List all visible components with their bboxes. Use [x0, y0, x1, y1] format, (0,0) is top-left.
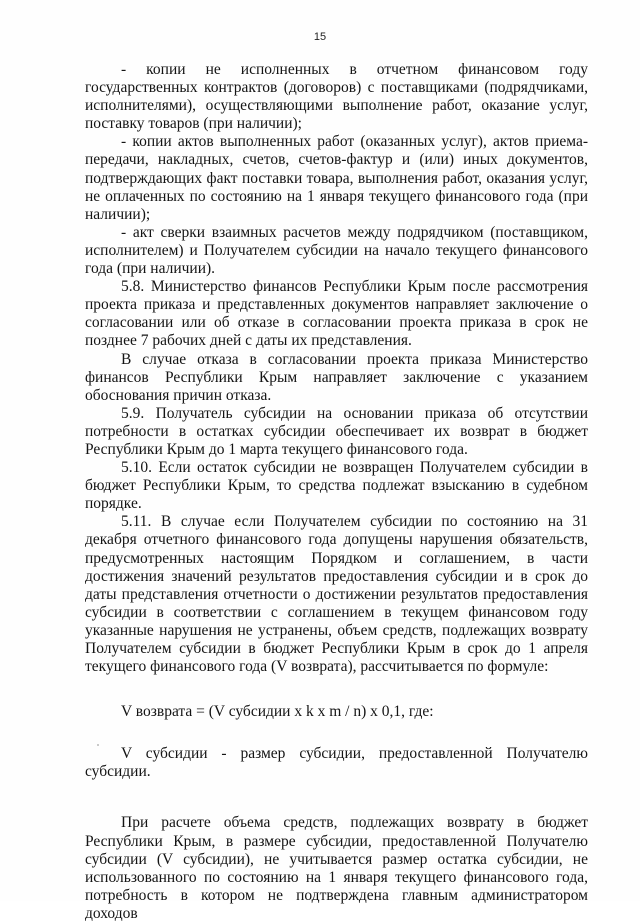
scan-speck — [97, 744, 99, 746]
paragraph-clause-5-8: 5.8. Министерство финансов Республики Крым после рассмотрения проекта приказа и представленных документов направляет заключение о согласовании или об отказе в согласовании проекта приказа в срок не позднее 7 рабочих дней с даты их представления. — [85, 278, 588, 350]
paragraph-refusal: В случае отказа в согласовании проекта приказа Министерство финансов Республики Крым направляет заключение с указанием обоснования причин отказа. — [85, 350, 588, 404]
paragraph-clause-5-11: 5.11. В случае если Получателем субсидии по состоянию на 31 декабря отчетного финансового года допущены нарушения обязательств, предусмотренных настоящим Порядком и соглашением, в части достижения значений результатов предоставления субсидии и в срок до даты представления отчетности о достижении результатов предоставления субсидии в соответствии с соглашением в текущем финансовом году указанные нарушения не устранены, объем средств, подлежащих возврату Получателем субсидии в бюджет Республики Крым в срок до 1 апреля текущего финансового года (V возврата), рассчитывается по формуле: — [85, 513, 588, 676]
paragraph-calculation-note: При расчете объема средств, подлежащих возврату в бюджет Республики Крым, в размере субсидии, предоставленной Получателю субсидии (V субсидии), не учитывается размер остатка субсидии, не использованного по состоянию на 1 января текущего финансового года, потребность в котором не подтверждена главным администратором доходов — [85, 814, 588, 922]
formula: V возврата = (V субсидии x k x m / n) x 0,1, где: — [121, 703, 434, 721]
paragraph-definition: V субсидии - размер субсидии, предоставленной Получателю субсидии. — [85, 745, 588, 781]
page-number: 15 — [313, 31, 327, 43]
paragraph-clause-5-9: 5.9. Получатель субсидии на основании приказа об отсутствии потребности в остатках субсидии обеспечивает их возврат в бюджет Республики Крым до 1 марта текущего финансового года. — [85, 404, 588, 458]
paragraph-list-item-reconciliation: - акт сверки взаимных расчетов между подрядчиком (поставщиком, исполнителем) и Получателем субсидии на начало текущего финансового года (при наличии). — [85, 223, 588, 278]
paragraph-list-item-acts: - копии актов выполненных работ (оказанных услуг), актов приема-передачи, накладных, счетов, счетов-фактур и (или) иных документов, подтверждающих факт поставки товара, выполнения работ, оказания услуг, не оплаченных по состоянию на 1 января текущего финансового года (при наличии); — [85, 133, 588, 223]
paragraph-list-item-contracts: - копии не исполненных в отчетном финансовом году государственных контрактов (договоров) с поставщиками (подрядчиками, исполнителями), осуществляющими выполнение работ, оказание услуг, поставку товаров (при наличии); — [85, 61, 588, 133]
paragraph-clause-5-10: 5.10. Если остаток субсидии не возвращен Получателем субсидии в бюджет Республики Крым, то средства подлежат взысканию в судебном порядке. — [85, 459, 588, 513]
document-body — [85, 61, 588, 923]
